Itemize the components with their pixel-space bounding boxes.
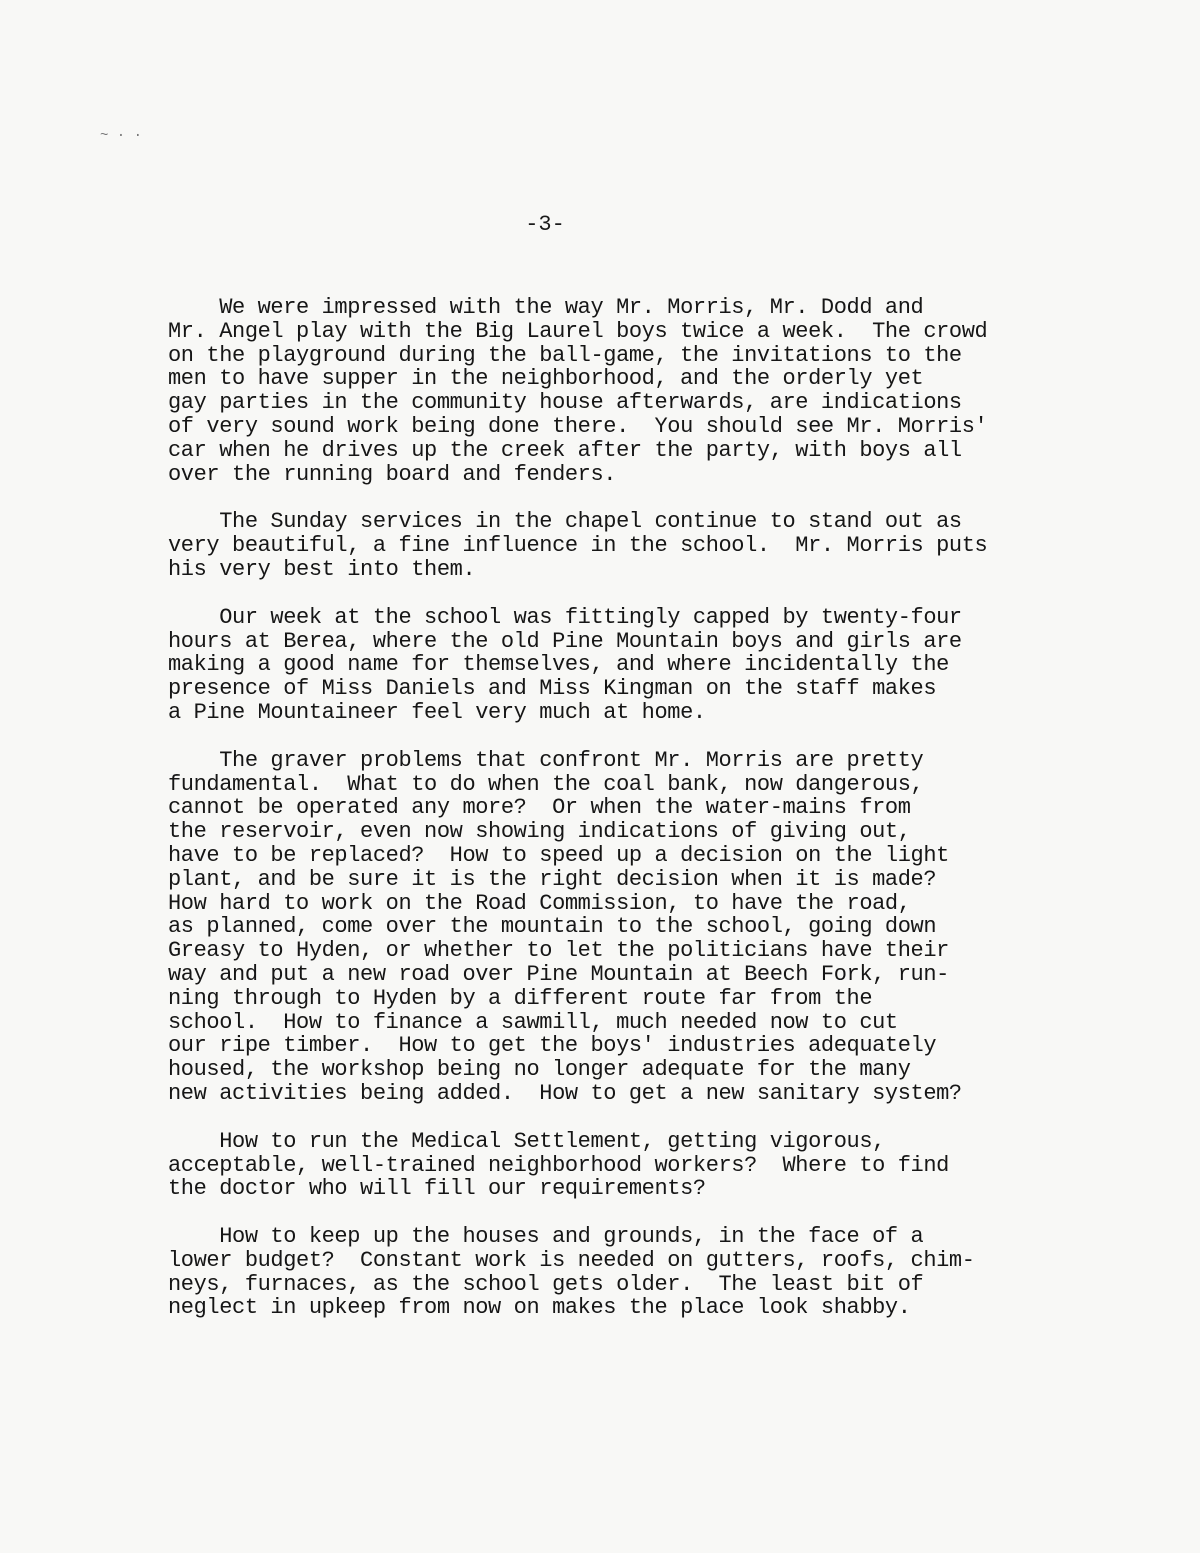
paragraph bbox=[168, 1225, 1158, 1320]
text-line: very beautiful, a fine influence in the school. Mr. Morris puts bbox=[168, 533, 988, 559]
text-line: We were impressed with the way Mr. Morris, Mr. Dodd and bbox=[168, 295, 924, 320]
text-line: of very sound work being done there. You should see Mr. Morris' bbox=[168, 413, 988, 439]
text-line: a Pine Mountaineer feel very much at home. bbox=[168, 699, 706, 725]
paragraph bbox=[168, 296, 1158, 486]
paragraph bbox=[168, 606, 1158, 725]
paragraph bbox=[168, 749, 1158, 1106]
paragraph bbox=[168, 510, 1158, 581]
text-line: the reservoir, even now showing indications of giving out, bbox=[168, 819, 911, 845]
text-line: How to keep up the houses and grounds, in the face of a bbox=[168, 1224, 924, 1250]
text-line: our ripe timber. How to get the boys' industries adequately bbox=[168, 1033, 937, 1059]
text-line: gay parties in the community house afterwards, are indications bbox=[168, 390, 962, 416]
page-number: -3- bbox=[525, 212, 565, 237]
text-line: school. How to finance a sawmill, much needed now to cut bbox=[168, 1009, 898, 1035]
text-line: his very best into them. bbox=[168, 556, 476, 582]
text-line: have to be replaced? How to speed up a decision on the light bbox=[168, 842, 949, 868]
text-line: lower budget? Constant work is needed on gutters, roofs, chim- bbox=[168, 1247, 975, 1273]
text-line: way and put a new road over Pine Mountain at Beech Fork, run- bbox=[168, 961, 949, 987]
text-line: neys, furnaces, as the school gets older. The least bit of bbox=[168, 1271, 924, 1297]
text-line: car when he drives up the creek after the party, with boys all bbox=[168, 437, 962, 463]
text-line: ning through to Hyden by a different route far from the bbox=[168, 985, 873, 1011]
text-line: neglect in upkeep from now on makes the place look shabby. bbox=[168, 1295, 911, 1321]
text-line: plant, and be sure it is the right decision when it is made? bbox=[168, 866, 937, 892]
text-line: over the running board and fenders. bbox=[168, 461, 617, 487]
text-line: as planned, come over the mountain to the school, going down bbox=[168, 914, 937, 940]
paragraph bbox=[168, 1130, 1158, 1201]
text-line: How to run the Medical Settlement, getting vigorous, bbox=[168, 1128, 885, 1154]
text-line: new activities being added. How to get a new sanitary system? bbox=[168, 1080, 962, 1106]
text-line: fundamental. What to do when the coal bank, now dangerous, bbox=[168, 771, 924, 797]
text-line: Greasy to Hyden, or whether to let the politicians have their bbox=[168, 938, 949, 964]
text-line: presence of Miss Daniels and Miss Kingman on the staff makes bbox=[168, 676, 937, 702]
text-line: cannot be operated any more? Or when the water-mains from bbox=[168, 795, 911, 821]
paper-specks: ~ · · bbox=[100, 128, 143, 144]
text-line: on the playground during the ball-game, the invitations to the bbox=[168, 342, 962, 368]
text-line: men to have supper in the neighborhood, and the orderly yet bbox=[168, 366, 924, 392]
text-line: The Sunday services in the chapel continue to stand out as bbox=[168, 509, 962, 535]
text-line: housed, the workshop being no longer adequate for the many bbox=[168, 1057, 911, 1083]
text-line: How hard to work on the Road Commission, to have the road, bbox=[168, 890, 911, 916]
text-line: hours at Berea, where the old Pine Mountain boys and girls are bbox=[168, 628, 962, 654]
text-line: Mr. Angel play with the Big Laurel boys twice a week. The crowd bbox=[168, 318, 988, 344]
text-line: acceptable, well-trained neighborhood workers? Where to find bbox=[168, 1152, 949, 1178]
text-line: The graver problems that confront Mr. Morris are pretty bbox=[168, 747, 924, 773]
text-line: the doctor who will fill our requirements? bbox=[168, 1176, 706, 1202]
text-line: making a good name for themselves, and where incidentally the bbox=[168, 652, 949, 678]
letter-body bbox=[168, 296, 1158, 1344]
text-line: Our week at the school was fittingly capped by twenty-four bbox=[168, 604, 962, 630]
